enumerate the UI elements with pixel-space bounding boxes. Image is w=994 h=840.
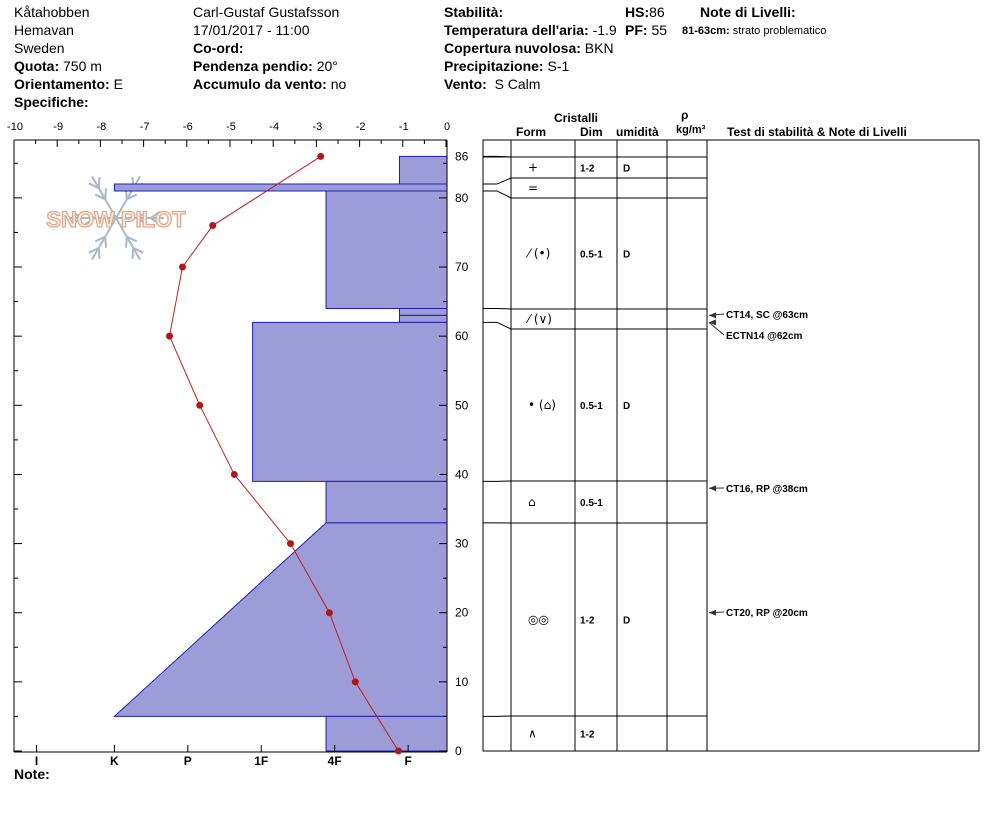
snowflake-branch (132, 248, 133, 259)
height-tick-label: 30 (455, 536, 469, 551)
layer-note-text: strato problematico (732, 25, 827, 37)
hardness-layer-2 (326, 191, 447, 309)
hardness-layer-4 (399, 315, 447, 322)
snowflake-branch (99, 248, 100, 259)
layer-connector (483, 178, 511, 184)
temperature-point (287, 540, 294, 547)
observation-datetime: 17/01/2017 - 11:00 (193, 22, 310, 38)
table-border (483, 140, 979, 751)
height-tick-label: 50 (455, 398, 469, 413)
height-tick-label: 40 (455, 467, 469, 482)
size-header: Dim (580, 125, 603, 139)
pf-label: PF: (625, 22, 648, 38)
air-temp-label: Temperatura dell'aria: (444, 22, 589, 38)
arrow-head-icon (709, 485, 716, 491)
crystal-size: 1-2 (580, 163, 595, 175)
wind-load-value: no (330, 76, 347, 92)
slope-label: Pendenza pendio: (193, 58, 313, 74)
density-unit: kg/m³ (676, 124, 706, 136)
crystals-header: Cristalli (554, 111, 599, 125)
air-temp-value: -1.9 (592, 22, 617, 38)
height-tick-label: 10 (455, 674, 469, 689)
precip-value: S-1 (547, 58, 570, 74)
temperature-tick-label: -10 (7, 121, 23, 133)
stability-label: Stabilità: (444, 4, 504, 20)
stability-test-label: CT16, RP @38cm (726, 484, 808, 495)
stability-test-label: CT20, RP @20cm (726, 608, 808, 619)
hardness-tick-label: K (110, 754, 119, 768)
crystal-size: 0.5-1 (580, 498, 603, 509)
temperature-point (395, 748, 402, 755)
temperature-tick-label: 0 (443, 121, 451, 133)
snowflake-branch (126, 237, 127, 248)
stability-test-label: ECTN14 @62cm (726, 331, 803, 342)
layer-connector (483, 191, 511, 198)
temperature-tick-label: -8 (96, 121, 107, 133)
hs-value: 86 (649, 4, 665, 20)
crystal-form: ∧ (528, 726, 537, 741)
temperature-point (166, 333, 173, 340)
location-name: Kåtahobben (14, 4, 90, 20)
temperature-tick-label: -6 (182, 121, 193, 133)
arrow-head-icon (709, 319, 716, 325)
crystal-form: = (528, 181, 539, 195)
moisture-header: umidità (616, 125, 659, 139)
moisture-value: D (623, 401, 631, 412)
hardness-tick-label: P (183, 754, 192, 768)
crystal-form: + (528, 160, 539, 175)
height-tick-label: 20 (455, 605, 469, 620)
coord-label: Co-ord: (193, 40, 244, 56)
height-tick-label: 0 (455, 744, 462, 758)
snowflake-branch (105, 237, 106, 248)
observer-name: Carl-Gustaf Gustafsson (193, 4, 340, 20)
aspect-label: Orientamento: (14, 76, 110, 92)
crystal-size: 1-2 (580, 729, 595, 741)
hardness-tick-label: 4F (327, 754, 342, 768)
precip-label: Precipitazione: (444, 58, 544, 74)
hardness-tick-label: 1F (254, 754, 269, 768)
temperature-point (196, 402, 203, 409)
watermark-text: SNOW PILOT (46, 207, 186, 232)
hardness-layer-0 (399, 156, 447, 184)
crystal-form: ⁄ (∨) (528, 312, 552, 326)
temperature-tick-label: -5 (226, 121, 236, 133)
wind-label: Vento: (444, 76, 487, 92)
hardness-layers (114, 156, 447, 751)
form-header: Form (516, 125, 546, 139)
snowflake-branch (105, 188, 106, 199)
stability-test-arrow (709, 322, 724, 335)
hardness-layer-7 (114, 523, 447, 717)
region-name: Hemavan (14, 22, 74, 38)
hardness-layer-3 (399, 309, 447, 316)
crystal-size: 0.5-1 (580, 401, 603, 412)
arrow-head-icon (709, 610, 716, 616)
crystal-form: • (⌂) (528, 398, 556, 412)
hardness-layer-8 (326, 716, 447, 751)
height-tick-label: 80 (455, 190, 469, 205)
temperature-point (317, 153, 324, 160)
temperature-point (209, 222, 216, 229)
aspect-value: E (113, 76, 123, 92)
pf-value: 55 (651, 22, 668, 38)
hardness-layer-6 (326, 481, 447, 522)
temperature-point (352, 678, 359, 685)
moisture-value: D (623, 615, 631, 627)
tests-header: Test di stabilità & Note di Livelli (727, 125, 907, 139)
elevation-label: Quota: (14, 58, 60, 74)
layer-note-range: 81-63cm: (682, 25, 730, 37)
hs-label: HS: (625, 4, 650, 20)
crystal-form: ⌂ (528, 495, 536, 509)
notes-label: Note: (14, 766, 50, 782)
density-symbol: ρ (681, 108, 689, 122)
hardness-layer-1 (114, 184, 447, 191)
cloud-value: BKN (584, 40, 614, 56)
hardness-tick-label: I (34, 754, 39, 768)
wind-load-label: Accumulo da vento: (193, 76, 327, 92)
temperature-tick-label: -3 (312, 121, 323, 133)
temperature-point (326, 609, 333, 616)
moisture-value: D (623, 249, 631, 261)
temperature-point (231, 471, 238, 478)
arrow-head-icon (709, 312, 716, 318)
snowflake-branch (99, 177, 100, 188)
cloud-label: Copertura nuvolosa: (444, 40, 581, 56)
temperature-tick-label: -4 (269, 121, 280, 133)
temperature-tick-label: -1 (398, 121, 409, 133)
stability-test-label: CT14, SC @63cm (726, 310, 809, 321)
crystal-size: 1-2 (580, 615, 595, 627)
temperature-tick-label: -9 (53, 121, 64, 133)
specifics-label: Specifiche: (14, 94, 89, 110)
temperature-tick-label: -7 (139, 121, 150, 133)
crystal-form: ⁄ (•) (528, 246, 551, 261)
height-tick-label: 70 (455, 260, 469, 275)
temperature-tick-label: -2 (355, 121, 366, 133)
layer-connector (483, 322, 511, 329)
hardness-layer-5 (253, 322, 447, 481)
crystal-form: ◎◎ (528, 612, 549, 627)
elevation-value: 750 m (63, 58, 102, 74)
temperature-point (179, 264, 186, 271)
moisture-value: D (623, 163, 631, 175)
crystal-size: 0.5-1 (580, 249, 603, 261)
country-name: Sweden (14, 40, 65, 56)
layer-table (483, 140, 979, 751)
slope-value: 20° (316, 58, 338, 74)
layer-notes-title: Note di Livelli: (700, 4, 796, 20)
wind-value: S Calm (494, 76, 541, 92)
hardness-tick-label: F (404, 754, 412, 768)
height-tick-label: 60 (455, 329, 469, 344)
height-tick-label: 86 (455, 149, 469, 164)
